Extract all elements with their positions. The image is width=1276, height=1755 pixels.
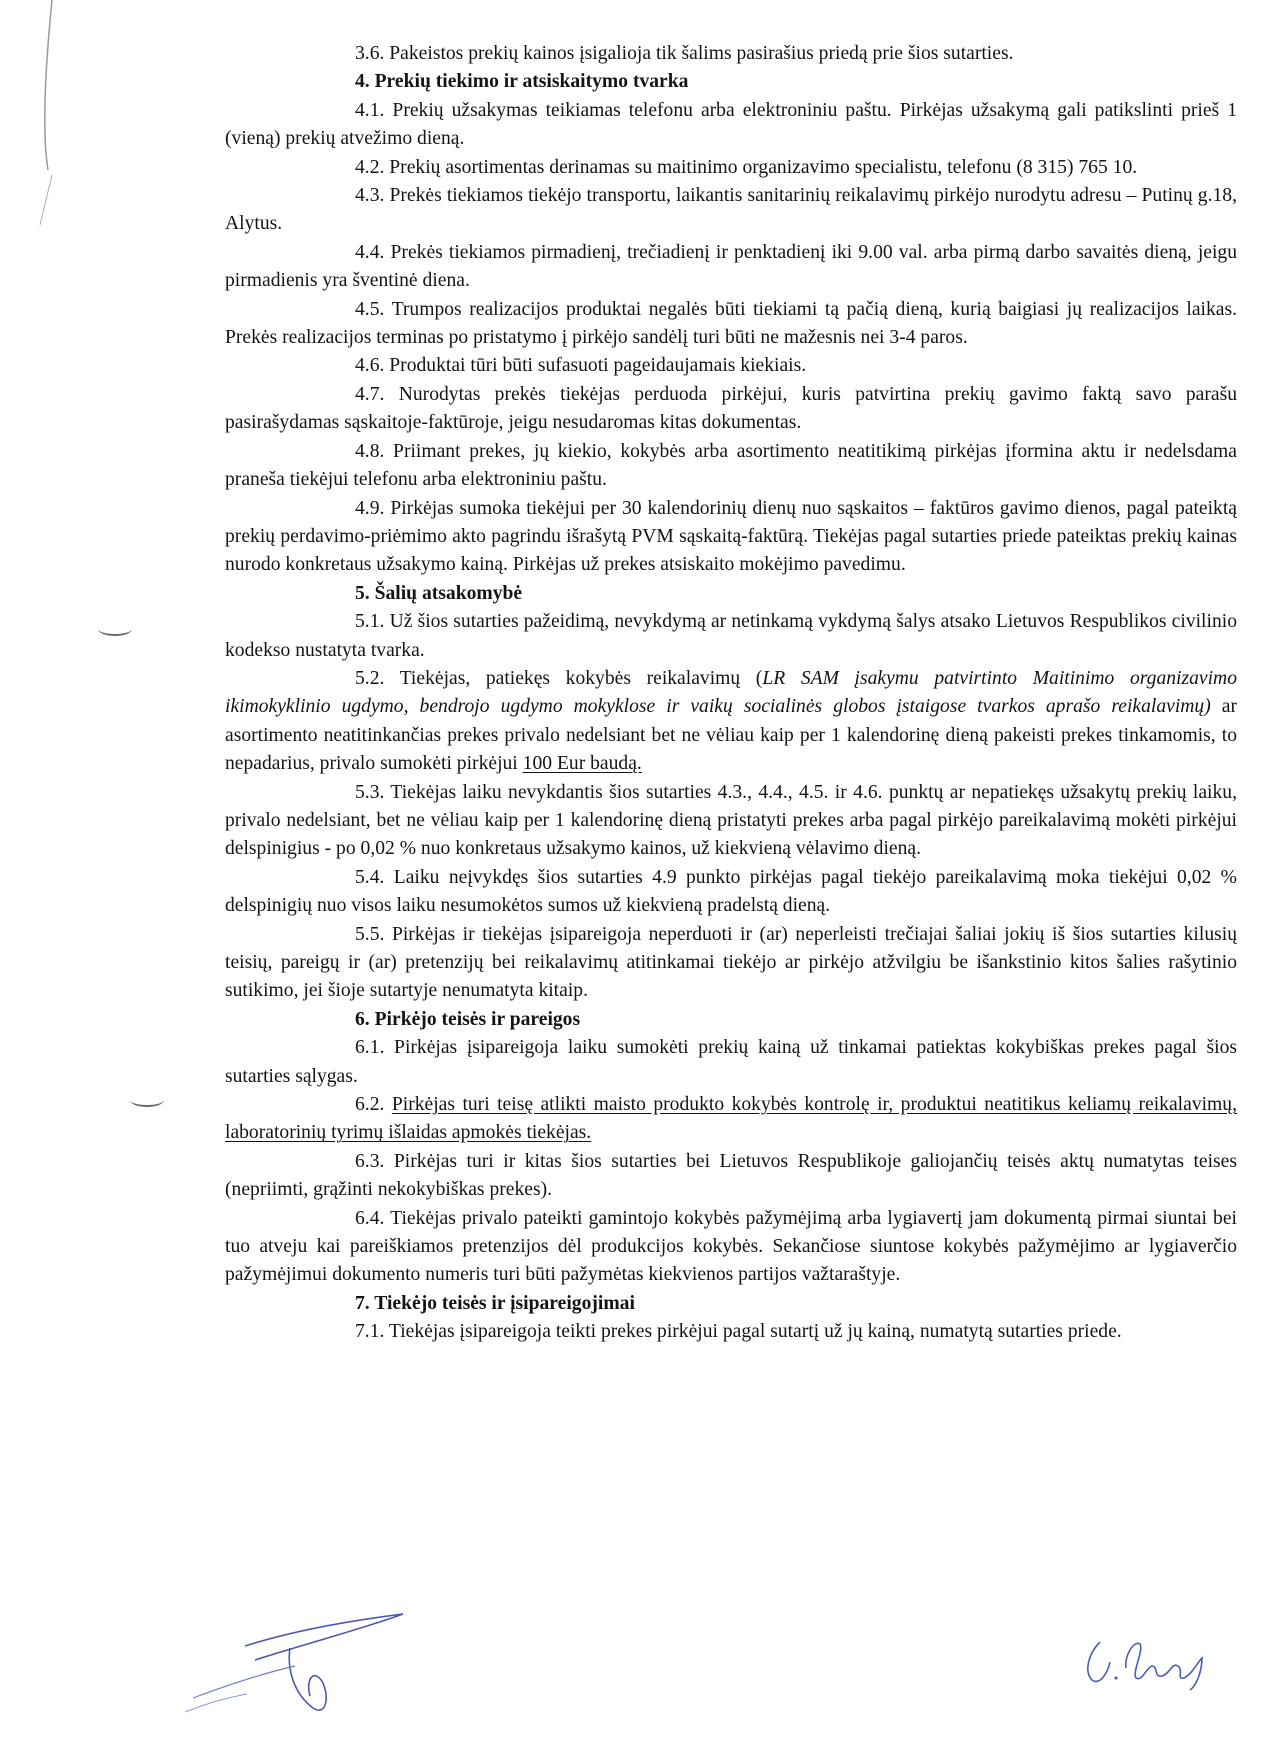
clause-5-2-text: 5.2. Tiekėjas, patiekęs kokybės reikalavimų ( [355, 667, 763, 689]
clause-4-8: 4.8. Priimant prekes, jų kiekio, kokybės arba asortimento neatitikimą pirkėjas įformina aktu ir nedelsdama praneša tiekėjui telefonu arba elektroniniu paštu. [225, 440, 1237, 491]
clause-6-2 [225, 1091, 1237, 1148]
clause-5-2 [225, 665, 1237, 779]
clause-4-5: 4.5. Trumpos realizacijos produktai negalės būti tiekiami tą pačią dieną, kurią baigiasi jų realizacijos laikas. Prekės realizacijos terminas po pristatymo į pirkėjo sandėlį turi būti ne mažesnis nei 3-4 paros. [225, 298, 1237, 349]
clause-4-1: 4.1. Prekių užsakymas teikiamas telefonu arba elektroniniu paštu. Pirkėjas užsakymą gali patikslinti prieš 1 (vieną) prekių atvežimo dieną. [225, 99, 1237, 150]
section-heading-6: 6. Pirkėjo teisės ir pareigos [355, 1008, 581, 1030]
clause-6-2-number: 6.2. [355, 1094, 392, 1116]
scan-edge-line [0, 0, 60, 1755]
clause-5-2-penalty: 100 Eur baudą. [522, 753, 642, 775]
clause-6-3: 6.3. Pirkėjas turi ir kitas šios sutarties bei Lietuvos Respublikoje galiojančių teisės aktų numatytas teises (nepriimti, grąžinti nekokybiškas prekes). [225, 1150, 1237, 1201]
clause-5-2-text: ar asortimento neatitinkančias prekes privalo nedelsiant bet ne vėliau kaip per 1 kalendorinę dieną pakeisti prekes tinkamomis, to nepadarius, privalo sumokėti pirkėjui [225, 696, 1237, 775]
contract-page [225, 40, 1237, 1347]
punch-hole-mark [98, 622, 132, 636]
clause-5-1: 5.1. Už šios sutarties pažeidimą, nevykdymą ar netinkamą vykdymą šalys atsako Lietuvos Respublikos civilinio kodekso nustatyta tvarka. [225, 611, 1237, 661]
clause-5-3: 5.3. Tiekėjas laiku nevykdantis šios sutarties 4.3., 4.4., 4.5. ir 4.6. punktų ar nepatiekęs užsakytų prekių laiku, privalo nedelsiant, bet ne vėliau kaip per 1 kalendorinę dieną pristatyti prekes arba pagal pirkėjo pareikalavimą mokėti pirkėjui delspinigius - po 0,02 % nuo konkretaus užsakymo kainos, už kiekvieną vėlavimo dieną. [225, 781, 1237, 860]
section-heading-7: 7. Tiekėjo teisės ir įsipareigojimai [355, 1292, 635, 1314]
signature-left [185, 1608, 425, 1733]
clause-4-6: 4.6. Produktai tūri būti sufasuoti pageidaujamais kiekiais. [355, 355, 807, 377]
signature-right [1080, 1632, 1230, 1692]
section-heading-4: 4. Prekių tiekimo ir atsiskaitymo tvarka [355, 71, 689, 93]
clause-6-4: 6.4. Tiekėjas privalo pateikti gamintojo kokybės pažymėjimą arba lygiavertį jam dokumentą pirmai siuntai bei tuo atveju kai pareiškiamos pretenzijos dėl produkcijos kokybės. Sekančiose siuntose kokybės pažymėjimo ar lygiaverčio pažymėjimui dokumento numeris turi būti pažymėtas kiekvienos partijos važtaraštyje. [225, 1207, 1237, 1286]
clause-4-7: 4.7. Nurodytas prekės tiekėjas perduoda pirkėjui, kuris patvirtina prekių gavimo faktą savo parašu pasirašydamas sąskaitoje-faktūroje, jeigu nesudaromas kitas dokumentas. [225, 383, 1237, 434]
clause-5-2-italic: LR SAM įsakymu patvirtinto Maitinimo organizavimo ikimokyklinio ugdymo, bendrojo ugdymo mokyklose ir vaikų socialinės globos įstaigose tvarkos aprašo reikalavimų) [225, 667, 1237, 718]
clause-4-4: 4.4. Prekės tiekiamos pirmadienį, trečiadienį ir penktadienį iki 9.00 val. arba pirmą darbo savaitės dieną, jeigu pirmadienis yra šventinė diena. [225, 241, 1237, 292]
clause-4-9: 4.9. Pirkėjas sumoka tiekėjui per 30 kalendorinių dienų nuo sąskaitos – faktūros gavimo dienos, pagal pateiktą prekių perdavimo-priėmimo akto pagrindu išrašytą PVM sąskaitą-faktūrą. Tiekėjas pagal sutarties priede pateiktas prekių kainas nurodo konkretaus užsakymo kainą. Pirkėjas už prekes atsiskaito mokėjimo pavedimu. [225, 497, 1237, 576]
clause-4-2: 4.2. Prekių asortimentas derinamas su maitinimo organizavimo specialistu, telefonu (8 315) 765 10. [355, 156, 1138, 178]
punch-hole-mark [130, 1093, 164, 1107]
clause-4-3: 4.3. Prekės tiekiamos tiekėjo transportu, laikantis sanitarinių reikalavimų pirkėjo nurodytu adresu – Putinų g.18, Alytus. [225, 185, 1237, 235]
clause-3-6: 3.6. Pakeistos prekių kainos įsigalioja tik šalims pasirašius priedą prie šios sutarties. [355, 43, 1014, 64]
clause-6-1: 6.1. Pirkėjas įsipareigoja laiku sumokėti prekių kainą už tinkamai patiektas kokybiškas prekes pagal šios sutarties sąlygas. [225, 1037, 1237, 1087]
clause-6-2-underlined: Pirkėjas turi teisę atlikti maisto produkto kokybės kontrolę ir, produktui neatitikus keliamų reikalavimų, laboratorinių tyrimų išlaidas apmokės tiekėjas. [225, 1094, 1237, 1144]
section-heading-5: 5. Šalių atsakomybė [355, 582, 523, 604]
clause-5-4: 5.4. Laiku neįvykdęs šios sutarties 4.9 punkto pirkėjas pagal tiekėjo pareikalavimą moka tiekėjui 0,02 % delspinigių nuo visos laiku nesumokėtos sumos už kiekvieną pradelstą dieną. [225, 866, 1237, 917]
clause-7-1: 7.1. Tiekėjas įsipareigoja teikti prekes pirkėjui pagal sutartį už jų kainą, numatytą sutarties priede. [355, 1321, 1122, 1343]
clause-5-5: 5.5. Pirkėjas ir tiekėjas įsipareigoja neperduoti ir (ar) neperleisti trečiajai šaliai jokių iš šios sutarties kilusių teisių, pareigų ir (ar) pretenzijų bei reikalavimų atitinkamai tiekėjo ar pirkėjo atžvilgiu be išankstinio kitos šalies rašytinio sutikimo, jei šioje sutartyje nenumatyta kitaip. [225, 923, 1237, 1002]
